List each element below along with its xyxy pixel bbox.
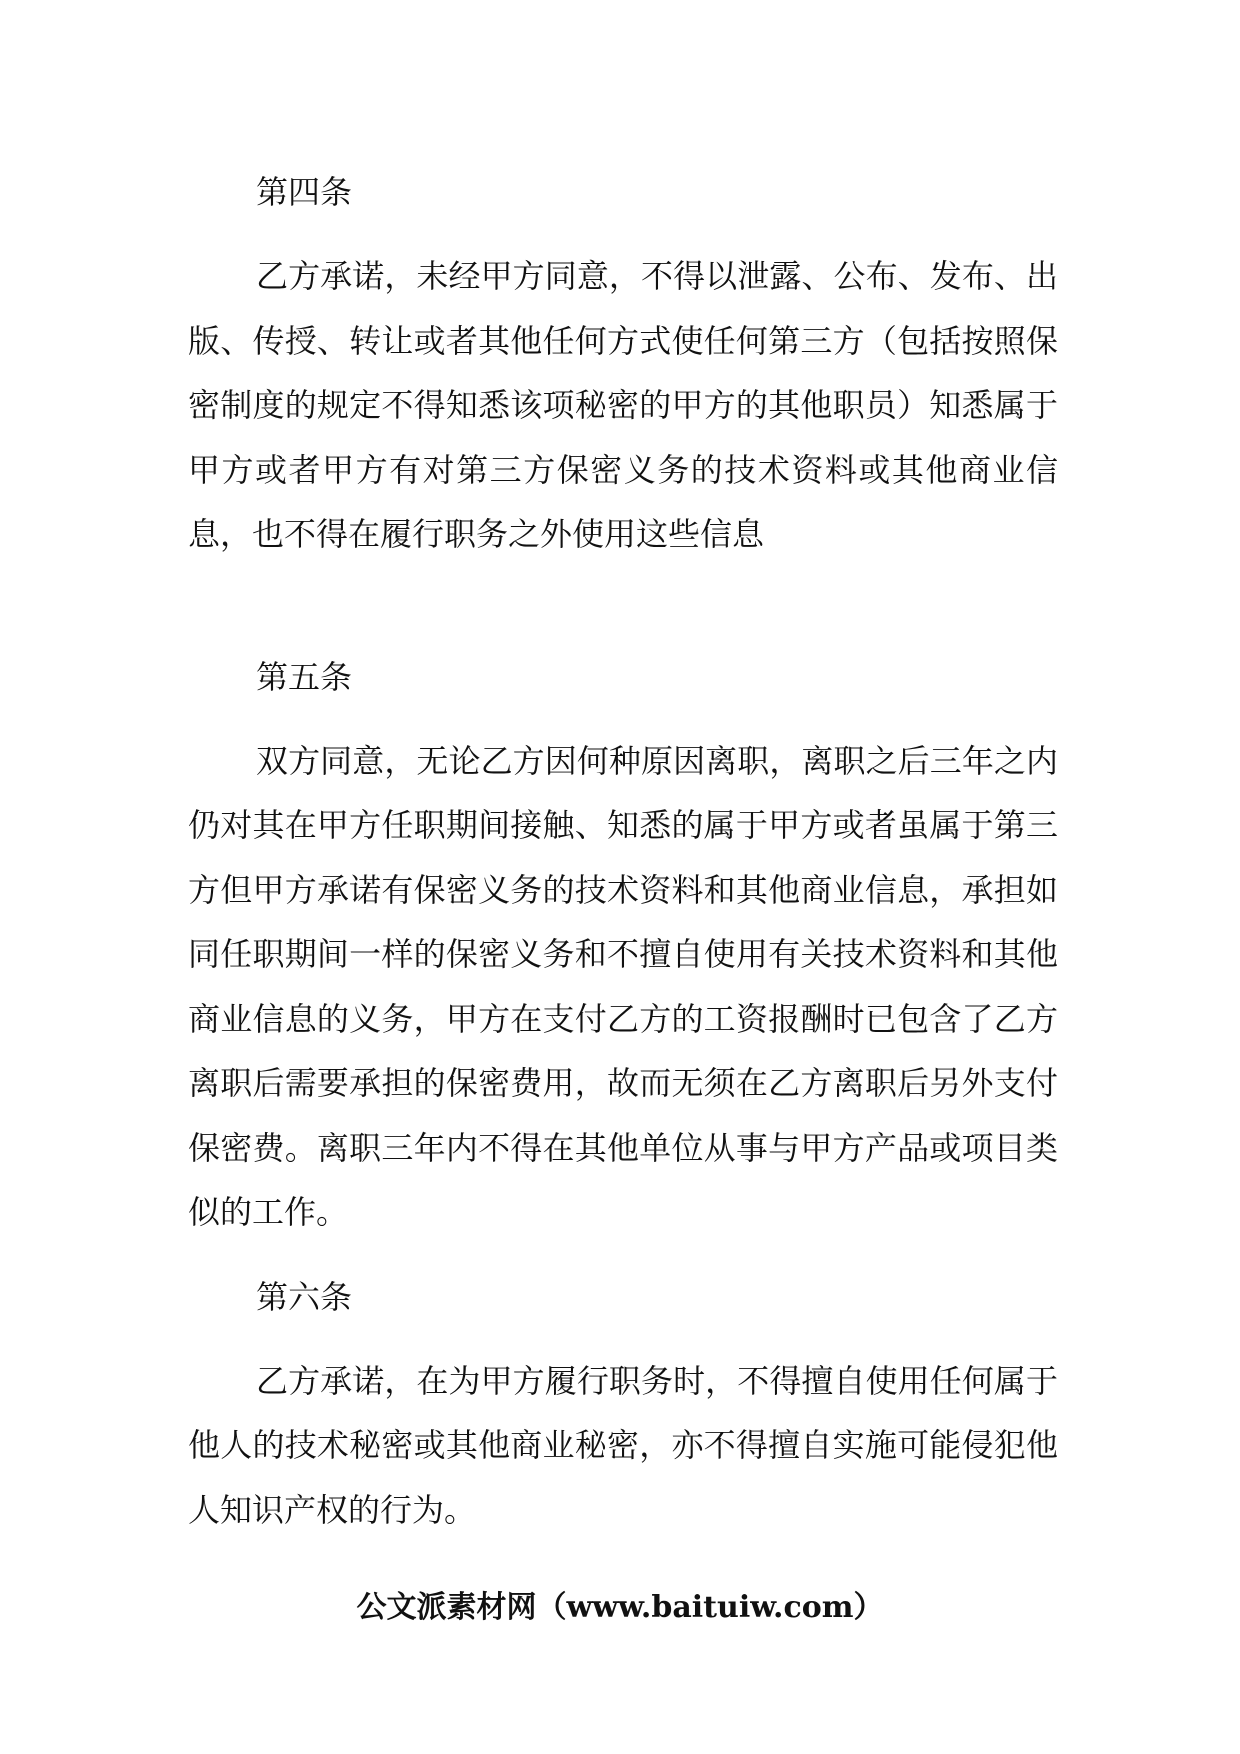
article-5-paragraph: 双方同意，无论乙方因何种原因离职，离职之后三年之内仍对其在甲方任职期间接触、知悉的属于甲方或者虽属于第三方但甲方承诺有保密义务的技术资料和其他商业信息，承担如同任职期间一样的保密义务和不擅自使用有关技术资料和其他商业信息的义务，甲方在支付乙方的工资报酬时已包含了乙方离职后需要承担的保密费用，故而无须在乙方离职后另外支付保密费。离职三年内不得在其他单位从事与甲方产品或项目类似的工作。	[188, 741, 1058, 1231]
article-4-heading: 第四条	[256, 173, 353, 211]
article-4-paragraph: 乙方承诺，未经甲方同意，不得以泄露、公布、发布、出版、传授、转让或者其他任何方式使任何第三方（包括按照保密制度的规定不得知悉该项秘密的甲方的其他职员）知悉属于甲方或者甲方有对第三方保密义务的技术资料或其他商业信息，也不得在履行职务之外使用这些信息	[188, 257, 1058, 553]
footer-watermark: 公文派素材网（www.baituiw.com）	[356, 1590, 884, 1625]
document-body	[188, 160, 1058, 1542]
article-5-heading: 第五条	[256, 657, 353, 696]
article-6-paragraph: 乙方承诺，在为甲方履行职务时，不得擅自使用任何属于他人的技术秘密或其他商业秘密，亦不得擅自实施可能侵犯他人知识产权的行为。	[188, 1361, 1058, 1529]
article-6-heading: 第六条	[256, 1277, 353, 1316]
